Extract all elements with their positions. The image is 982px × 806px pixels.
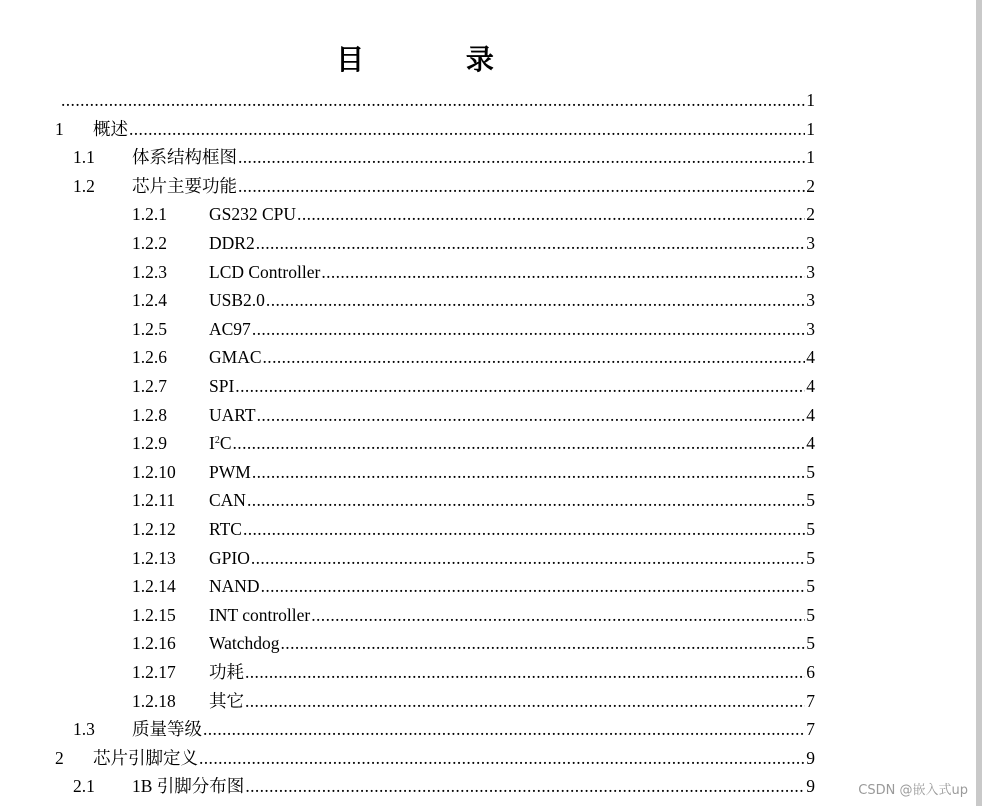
toc-entry[interactable] xyxy=(132,658,815,686)
dot-leader xyxy=(297,200,805,228)
toc-entry-title xyxy=(209,687,244,715)
toc-entry-number: 1.2.8 xyxy=(132,404,167,425)
toc-entry-title-text: Watchdog xyxy=(209,633,280,654)
toc-entry-title-text: AC97 xyxy=(209,318,251,339)
toc-entry-number: 1.2.16 xyxy=(132,633,176,654)
toc-entry-number: 1.2.17 xyxy=(132,662,176,682)
toc-entry[interactable] xyxy=(132,315,815,343)
toc-entry[interactable] xyxy=(55,744,815,772)
toc-entry-title xyxy=(209,486,246,514)
dot-leader xyxy=(245,658,805,686)
dot-leader xyxy=(245,772,805,800)
toc-page-number: 7 xyxy=(806,719,815,740)
toc-page-number: 3 xyxy=(806,261,815,282)
toc-entry-number: 1 xyxy=(55,118,64,139)
toc-page-number: 1 xyxy=(806,147,815,168)
toc-entry-number: 1.2.3 xyxy=(132,261,167,282)
toc-entry[interactable] xyxy=(132,601,815,629)
toc-entry-title xyxy=(209,200,296,228)
toc-entry[interactable] xyxy=(132,229,815,257)
toc-entry-number: 1.2.7 xyxy=(132,376,167,396)
toc-entry-title-text: 芯片引脚定义 xyxy=(93,747,198,768)
toc-entry-number: 1.2.13 xyxy=(132,547,176,568)
toc-entry-title xyxy=(209,429,232,457)
toc-page-number: 9 xyxy=(806,747,815,768)
toc-entry-title-text: 芯片主要功能 xyxy=(132,175,237,196)
scrollbar[interactable] xyxy=(976,0,982,806)
toc-entry-title xyxy=(209,544,250,572)
toc-entry-number: 1.2.10 xyxy=(132,461,176,482)
toc-entry-title xyxy=(209,458,251,486)
toc-entry[interactable] xyxy=(73,772,815,800)
watermark: CSDN @嵌入式up xyxy=(858,783,968,798)
toc-entry-title-text: CAN xyxy=(209,490,246,511)
dot-leader xyxy=(252,315,805,343)
toc-entry[interactable] xyxy=(132,429,815,457)
toc-page-number: 5 xyxy=(806,461,815,482)
dot-leader xyxy=(266,286,805,314)
toc-entry-title xyxy=(209,629,280,657)
toc-entry-title-text: 质量等级 xyxy=(132,719,202,740)
toc-page-number: 5 xyxy=(806,519,815,539)
toc-entry-title xyxy=(209,229,255,257)
toc-entry-title-text: RTC xyxy=(209,519,242,539)
toc-page-number: 7 xyxy=(806,690,815,711)
toc-entry-title-text: SPI xyxy=(209,376,235,396)
toc-entry-title xyxy=(209,343,262,371)
toc-entry-number: 2 xyxy=(55,747,64,768)
toc-entry-title xyxy=(209,372,234,400)
toc-entry-number: 1.3 xyxy=(73,719,95,740)
dot-leader xyxy=(238,143,805,171)
toc-entry-number: 1.2.1 xyxy=(132,204,167,225)
dot-leader xyxy=(256,229,806,257)
toc-page-number: 4 xyxy=(806,404,815,425)
toc-entry-title xyxy=(132,172,237,200)
toc-entry-number: 1.2.18 xyxy=(132,690,176,711)
dot-leader xyxy=(247,486,805,514)
toc-entry-title-text: UART xyxy=(209,404,256,425)
toc-entry-number: 1.2.14 xyxy=(132,576,176,597)
toc-entry-title-text: INT controller xyxy=(209,604,311,625)
toc-entry-number: 1.2.5 xyxy=(132,318,167,339)
toc-entry-title xyxy=(93,115,128,143)
toc-entry-number: 1.2.15 xyxy=(132,604,176,625)
toc-entry-title xyxy=(209,315,251,343)
toc-entry-title-text: GPIO xyxy=(209,547,250,568)
toc-entry-title-text: LCD Controller xyxy=(209,261,321,282)
toc-entry-title xyxy=(209,572,260,600)
toc-page-number: 4 xyxy=(806,347,815,368)
toc-page-number: 3 xyxy=(806,233,815,253)
toc-entry[interactable] xyxy=(132,286,815,314)
toc-page-number: 5 xyxy=(806,547,815,568)
toc-entry-title xyxy=(132,715,202,743)
dot-leader xyxy=(238,172,805,200)
toc-entry-title-text: PWM xyxy=(209,461,251,482)
toc-entry-title-suffix: C xyxy=(219,433,232,454)
dot-leader xyxy=(235,372,805,400)
toc-entry[interactable] xyxy=(132,401,815,429)
toc-entry-title xyxy=(209,401,256,429)
toc-entry[interactable] xyxy=(132,343,815,371)
toc-entry[interactable] xyxy=(73,172,815,200)
toc-entry-number: 1.2.2 xyxy=(132,233,167,253)
dot-leader xyxy=(252,458,805,486)
dot-leader xyxy=(321,258,805,286)
toc-page-number: 1 xyxy=(806,90,815,110)
toc-entry[interactable] xyxy=(73,715,815,743)
toc-entry-title-text: USB2.0 xyxy=(209,290,265,311)
toc-entry-number: 1.2.9 xyxy=(132,433,167,454)
toc-entry-title-text: NAND xyxy=(209,576,260,597)
toc-entry-title xyxy=(209,515,242,543)
page-title: 目 录 xyxy=(336,43,540,76)
toc-entry[interactable] xyxy=(132,372,815,400)
toc-entry-title xyxy=(209,658,244,686)
toc-entry-title-text: 概述 xyxy=(93,118,128,139)
toc-page-number: 3 xyxy=(806,290,815,311)
toc-entry[interactable] xyxy=(132,572,815,600)
dot-leader xyxy=(251,544,805,572)
toc-entry-number: 1.2.11 xyxy=(132,490,176,511)
toc-entry-title xyxy=(209,286,265,314)
dot-leader xyxy=(199,744,805,772)
toc-entry[interactable] xyxy=(132,515,815,543)
toc-entry-number: 1.2.6 xyxy=(132,347,167,368)
toc-page-number: 5 xyxy=(806,604,815,625)
toc-entry-title-text: GS232 CPU xyxy=(209,204,297,225)
dot-leader xyxy=(311,601,805,629)
toc-entry-title-text: 1B 引脚分布图 xyxy=(132,776,245,797)
toc-entry-title xyxy=(93,744,198,772)
toc-page-number: 4 xyxy=(806,433,815,454)
toc-entry-title xyxy=(209,258,320,286)
toc-page-number: 2 xyxy=(806,204,815,225)
toc-entry[interactable] xyxy=(55,115,815,143)
dot-leader xyxy=(203,715,805,743)
toc-entry-title-text: DDR2 xyxy=(209,233,255,253)
toc-page-number: 9 xyxy=(806,776,815,797)
dot-leader xyxy=(257,401,806,429)
toc-entry-title-text: I xyxy=(209,433,215,454)
toc-page-number: 5 xyxy=(806,576,815,597)
toc-entry-number: 1.2.4 xyxy=(132,290,167,311)
toc-entry[interactable] xyxy=(60,86,815,114)
toc-entry[interactable] xyxy=(132,687,815,715)
toc-entry-number: 2.1 xyxy=(73,776,95,797)
toc-page-number: 1 xyxy=(806,118,815,139)
toc-entry[interactable] xyxy=(132,458,815,486)
toc-entry[interactable] xyxy=(132,629,815,657)
toc-page-number: 5 xyxy=(806,633,815,654)
toc-entry[interactable] xyxy=(73,143,815,171)
toc-entry[interactable] xyxy=(132,486,815,514)
toc-page-number: 2 xyxy=(806,175,815,196)
toc-entry-title-text: 其它 xyxy=(209,690,244,711)
toc-entry-title-text: 功耗 xyxy=(209,662,244,682)
toc-entry-number: 1.2 xyxy=(73,175,95,196)
toc-entry-number: 1.1 xyxy=(73,147,95,168)
dot-leader xyxy=(261,572,806,600)
toc-entry-title xyxy=(132,772,244,800)
toc-entry-title-text: GMAC xyxy=(209,347,262,368)
dot-leader xyxy=(281,629,806,657)
toc-entry-title xyxy=(209,601,310,629)
dot-leader xyxy=(233,429,806,457)
toc-entry-title-text: 体系结构框图 xyxy=(132,147,237,168)
toc-page-number: 4 xyxy=(806,376,815,396)
toc-page-number: 5 xyxy=(806,490,815,511)
toc-entry-number: 1.2.12 xyxy=(132,519,176,539)
dot-leader xyxy=(129,115,805,143)
toc-entry[interactable] xyxy=(132,258,815,286)
dot-leader xyxy=(245,687,805,715)
superscript: 2 xyxy=(214,435,220,447)
dot-leader xyxy=(263,343,806,371)
toc-entry-title xyxy=(132,143,237,171)
toc-entry[interactable] xyxy=(132,200,815,228)
dot-leader xyxy=(243,515,805,543)
toc-page-number: 3 xyxy=(806,318,815,339)
toc-page-number: 6 xyxy=(806,662,815,682)
toc-entry[interactable] xyxy=(132,544,815,572)
dot-leader xyxy=(61,86,805,114)
